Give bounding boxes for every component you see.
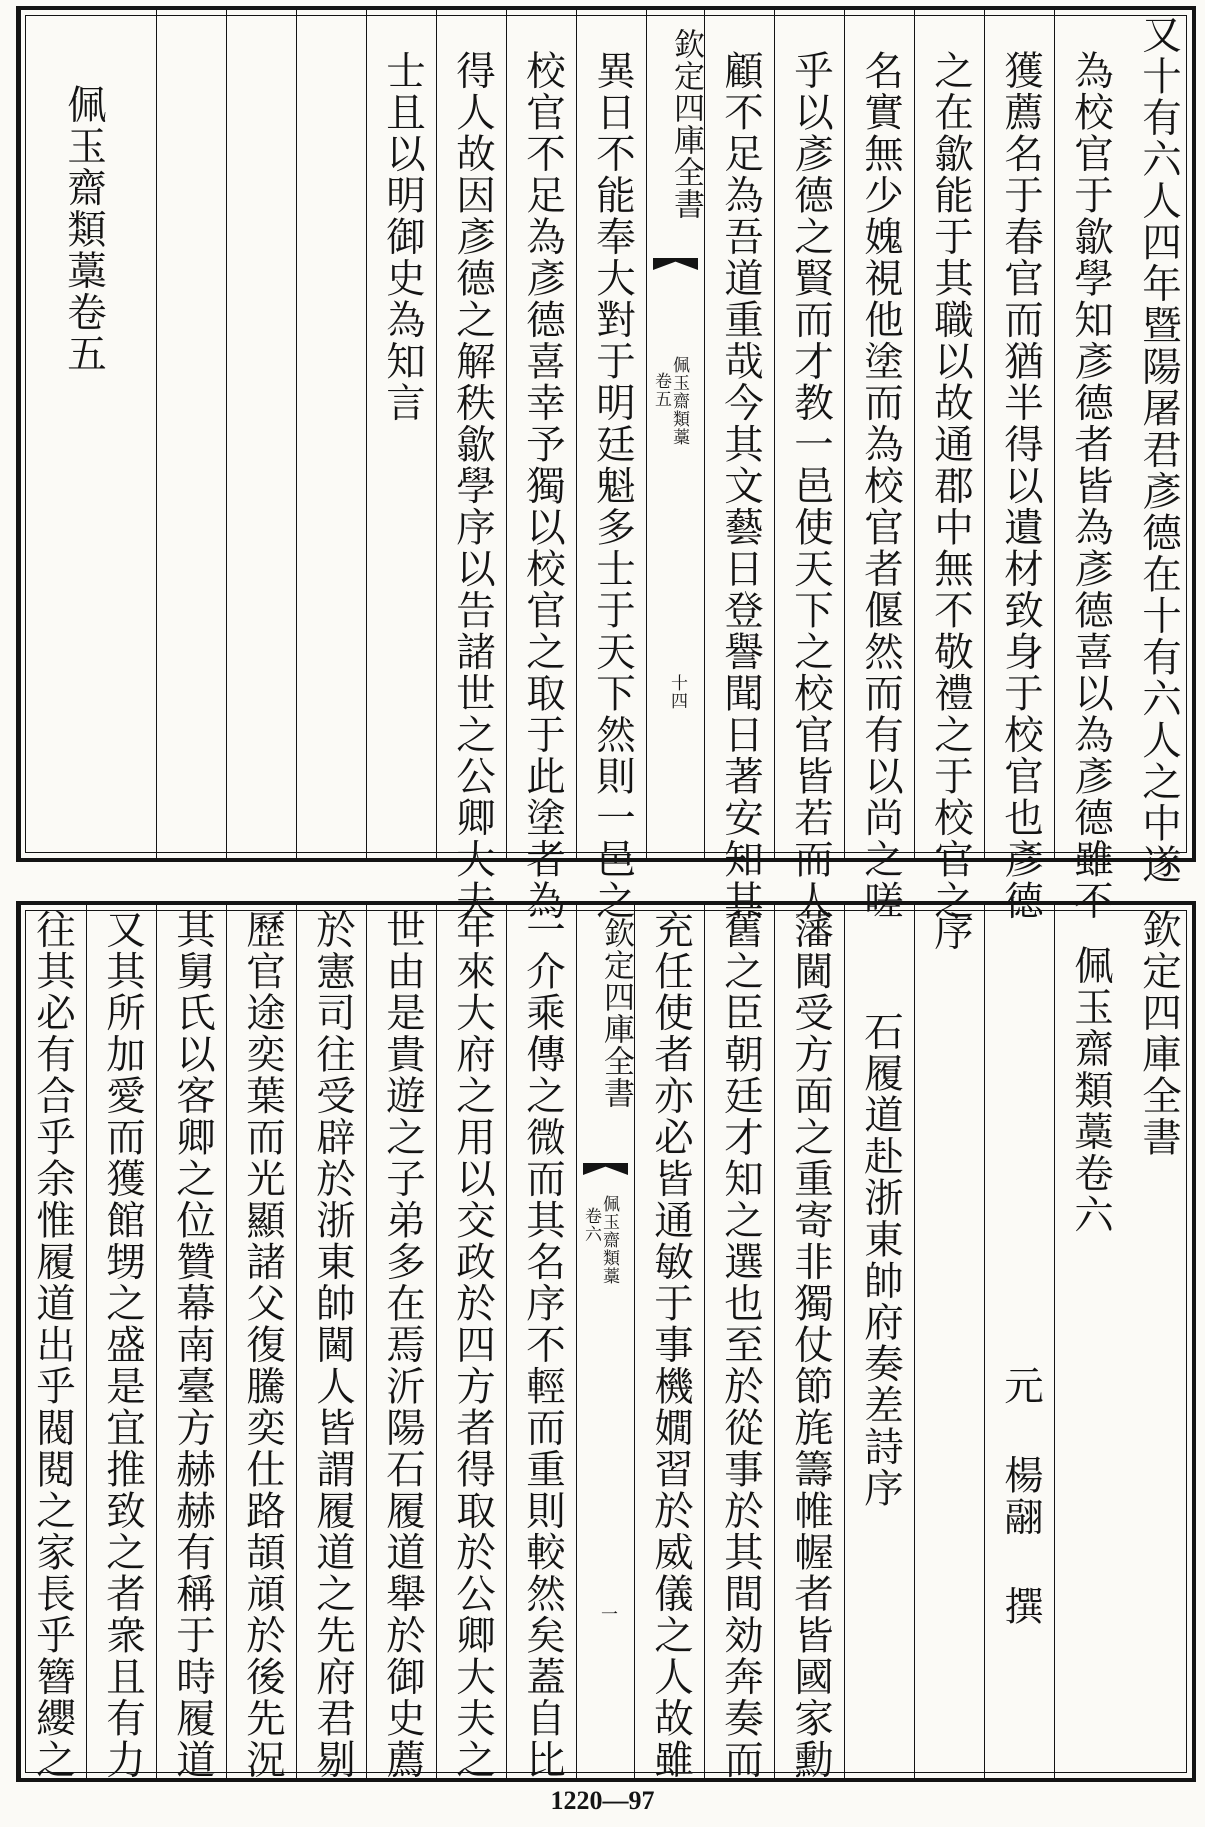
text-column [844,10,914,922]
bottom-page-panel [16,901,1196,1782]
text-column [844,905,914,1778]
text-column [86,905,156,1781]
gutter-title: 欽定四庫全書 [598,917,634,1109]
essay-title: 石履道赴浙東帥府奏差詩序 [858,1011,904,1509]
gutter-page-number: 十四 [667,674,687,710]
gutter-title: 欽定四庫全書 [668,28,704,220]
body-line: 顧不足為吾道重哉今其文藝日登譽聞日著安知其 [718,50,764,922]
body-line: 又十有六人四年暨陽屠君彥德在十有六人之中遂 [1136,14,1182,886]
volume-end-title: 佩玉齋類藁卷五 [61,84,107,375]
body-line: 得人故因彥德之解秩歙學序以告諸世之公卿大夫 [450,50,496,922]
body-line: 校官不足為彥德喜幸予獨以校官之取于此塗者為 [520,50,566,922]
empty-column [156,10,226,858]
body-line: 舊之臣朝廷才知之選也至於從事於其間効奔奏而 [718,909,764,1781]
fish-tail-mark [653,258,698,270]
body-line: 名實無少媿視他塗而為校官者偃然而有以尚之嗟 [858,50,904,922]
body-line: 又其所加愛而獲館甥之盛是宜推致之者衆且有力 [100,909,146,1781]
body-line: 獲薦名于春官而猶半得以遺材致身于校官也彥德 [998,50,1044,922]
text-column [20,10,156,858]
text-column [914,905,984,1778]
text-column [774,905,844,1781]
gutter-book: 佩玉齋類藁 [669,356,689,446]
text-column [226,905,296,1781]
empty-column [226,10,296,858]
gutter-column [646,10,704,858]
body-line: 士且以明御史為知言 [380,50,426,424]
body-line: 異日不能奉大對于明廷魁多士于天下然則一邑之 [590,50,636,922]
gutter-volume: 卷六 [581,1207,601,1243]
author-line: 元 楊翮 撰 [998,1365,1044,1627]
text-column [1054,905,1124,1778]
body-line: 一介乘傳之微而其名序不輕而重則較然矣蓋自比 [520,909,566,1781]
book-title: 佩玉齋類藁卷六 [1068,945,1114,1236]
gutter-book: 佩玉齋類藁 [599,1195,619,1285]
text-column [914,10,984,922]
text-column [506,10,576,922]
body-line: 往其必有合乎余惟履道出乎閥閱之家長乎簪纓之 [30,909,76,1781]
text-column [366,905,436,1781]
body-line: 年來大府之用以交政於四方者得取於公卿大夫之 [450,909,496,1781]
empty-column [296,10,366,858]
section-heading: 序 [928,911,974,953]
page-footer-number: 1220—97 [550,1786,655,1815]
text-column [20,905,86,1781]
body-line: 乎以彥德之賢而才教一邑使天下之校官皆若而人 [788,50,834,922]
body-line: 世由是貴遊之子弟多在焉沂陽石履道舉於御史薦 [380,909,426,1781]
gutter-column [576,905,634,1778]
text-column [774,10,844,922]
body-line: 歷官途奕葉而光顯諸父復騰奕仕路頡頏於後先況 [240,909,286,1781]
body-line: 於憲司往受辟於浙東帥閫人皆謂履道之先府君剔 [310,909,356,1781]
text-column [366,10,436,858]
gutter-page-number: 一 [597,1605,617,1623]
text-column [576,10,646,922]
top-page-panel [16,6,1196,922]
text-column [506,905,576,1781]
text-column [436,10,506,922]
text-column [156,905,226,1781]
text-column [296,905,366,1781]
text-column [984,10,1054,922]
text-column [984,905,1054,1778]
fish-tail-mark [583,1163,628,1175]
text-column [1054,10,1124,922]
text-column [704,10,774,922]
body-line: 為校官于歙學知彥德者皆為彥德喜以為彥德雖不 [1068,50,1114,922]
body-line: 其舅氏以客卿之位贊幕南臺方赫赫有稱于時履道 [170,909,216,1781]
body-line: 藩閫受方面之重寄非獨仗節旄籌帷幄者皆國家勳 [788,909,834,1781]
text-column [704,905,774,1781]
text-column [1124,905,1192,1778]
body-line: 之在歙能于其職以故通郡中無不敬禮之于校官之 [928,50,974,922]
text-column [634,905,704,1781]
text-column [436,905,506,1781]
body-line: 充任使者亦必皆通敏于事機嫺習於威儀之人故雖 [648,909,694,1781]
header-title: 欽定四庫全書 [1136,909,1182,1158]
gutter-volume: 卷五 [651,372,671,408]
text-column [1124,10,1192,886]
